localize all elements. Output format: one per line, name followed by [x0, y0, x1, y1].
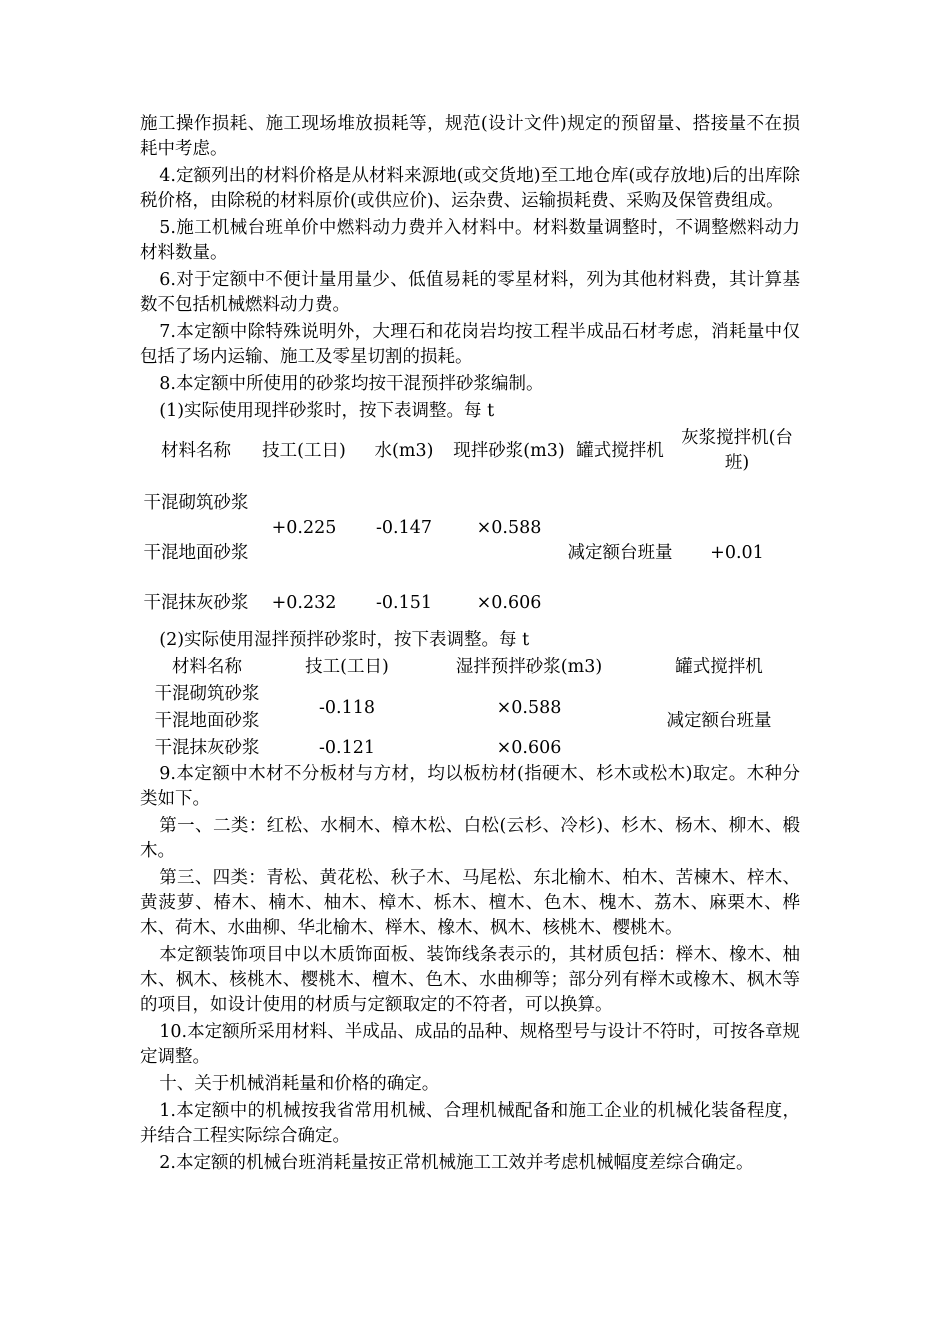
table-header: 湿拌预拌砂浆(m3)	[455, 656, 603, 677]
paragraph-item-7: 7.本定额中除特殊说明外，大理石和花岗岩均按工程半成品石材考虑，消耗量中仅包括了场内运输、施工及零星切割的损耗。	[140, 322, 800, 367]
material-name-cell: 干混地面砂浆	[154, 711, 260, 731]
tank-mixer-cell: 减定额台班量	[666, 711, 772, 731]
table-row	[140, 478, 800, 528]
paragraph-wood-class-1-2: 第一、二类：红松、水桐木、樟木松、白松(云杉、冷杉)、杉木、杨木、柳木、椴木。	[140, 816, 800, 861]
document-page	[140, 112, 800, 1178]
table-header: 灰浆搅拌机(台班)	[681, 428, 793, 473]
site-mixed-mortar-table	[140, 424, 800, 628]
labor-cell: +0.225	[271, 517, 337, 538]
table-header: 技工(工日)	[262, 440, 346, 461]
material-name-cell: 干混地面砂浆	[143, 542, 249, 563]
paragraph-item-10: 10.本定额所采用材料、半成品、成品的品种、规格型号与设计不符时，可按各章规定调整。	[140, 1022, 800, 1067]
paragraph-item-8: 8.本定额中所使用的砂浆均按干混预拌砂浆编制。	[159, 374, 544, 394]
table-header: 材料名称	[161, 440, 231, 461]
material-name-cell: 干混抹灰砂浆	[154, 738, 260, 758]
mortar-cell: ×0.588	[496, 697, 562, 718]
table-header: 罐式搅拌机	[675, 656, 763, 677]
material-name-cell: 干混抹灰砂浆	[143, 592, 249, 613]
mortar-cell: ×0.588	[476, 517, 542, 538]
paragraph-table1-caption: (1)实际使用现拌砂浆时，按下表调整。每 t	[159, 401, 495, 421]
paragraph-wood-class-3-4: 第三、四类：青松、黄花松、秋子木、马尾松、东北榆木、柏木、苦楝木、梓木、黄菠萝、椿木、楠木、柚木、樟木、栎木、檀木、色木、槐木、荔木、麻栗木、桦木、荷木、水曲柳、华北榆木、榉木、橡木、枫木、核桃木、樱桃木。	[140, 868, 800, 938]
paragraph-item-6: 6.对于定额中不便计量用量少、低值易耗的零星材料，列为其他材料费，其计算基数不包括机械燃料动力费。	[140, 270, 800, 315]
paragraph-table2-caption: (2)实际使用湿拌预拌砂浆时，按下表调整。每 t	[159, 630, 530, 650]
paragraph-item-5: 5.施工机械台班单价中燃料动力费并入材料中。材料数量调整时，不调整燃料动力材料数量。	[140, 218, 800, 263]
section-heading-machinery: 十、关于机械消耗量和价格的确定。	[159, 1074, 440, 1094]
table-header: 现拌砂浆(m3)	[453, 440, 565, 461]
material-name-cell: 干混砌筑砂浆	[143, 492, 249, 513]
labor-cell: -0.121	[318, 738, 375, 758]
table-header: 水(m3)	[374, 440, 434, 461]
paragraph-machinery-1: 1.本定额中的机械按我省常用机械、合理机械配备和施工企业的机械化装备程度，并结合工程实际综合确定。	[140, 1101, 800, 1146]
table-header: 罐式搅拌机	[576, 440, 664, 461]
paragraph-loss: 施工操作损耗、施工现场堆放损耗等，规范(设计文件)规定的预留量、搭接量不在损耗中考虑。	[140, 114, 800, 159]
table-header-row	[140, 653, 800, 681]
paragraph-item-4: 4.定额列出的材料价格是从材料来源地(或交货地)至工地仓库(或存放地)后的出库除税价格，由除税的材料原价(或供应价)、运杂费、运输损耗费、采购及保管费组成。	[140, 166, 800, 211]
paragraph-decor-wood: 本定额装饰项目中以木质饰面板、装饰线条表示的，其材质包括：榉木、橡木、柚木、枫木、核桃木、樱桃木、檀木、色木、水曲柳等；部分列有榉木或橡木、枫木等的项目，如设计使用的材质与定额取定的不符者，可以换算。	[140, 945, 800, 1015]
tank-mixer-cell: 减定额台班量	[567, 542, 673, 563]
labor-cell: -0.118	[318, 697, 375, 718]
mortar-cell: ×0.606	[476, 592, 542, 613]
mortar-mixer-cell: +0.01	[710, 542, 764, 563]
paragraph-item-9: 9.本定额中木材不分板材与方材，均以板枋材(指硬木、杉木或松木)取定。木种分类如下。	[140, 764, 800, 809]
water-cell: -0.147	[375, 517, 432, 538]
table-header-row	[140, 424, 800, 478]
table-row	[140, 681, 800, 708]
mortar-cell: ×0.606	[496, 738, 562, 758]
wet-mixed-mortar-table	[140, 653, 800, 762]
paragraph-machinery-2: 2.本定额的机械台班消耗量按正常机械施工工效并考虑机械幅度差综合确定。	[159, 1153, 754, 1173]
table-header: 技工(工日)	[305, 656, 389, 677]
water-cell: -0.151	[375, 592, 432, 613]
labor-cell: +0.232	[271, 592, 337, 613]
material-name-cell: 干混砌筑砂浆	[154, 684, 260, 704]
table-header: 材料名称	[172, 656, 242, 677]
